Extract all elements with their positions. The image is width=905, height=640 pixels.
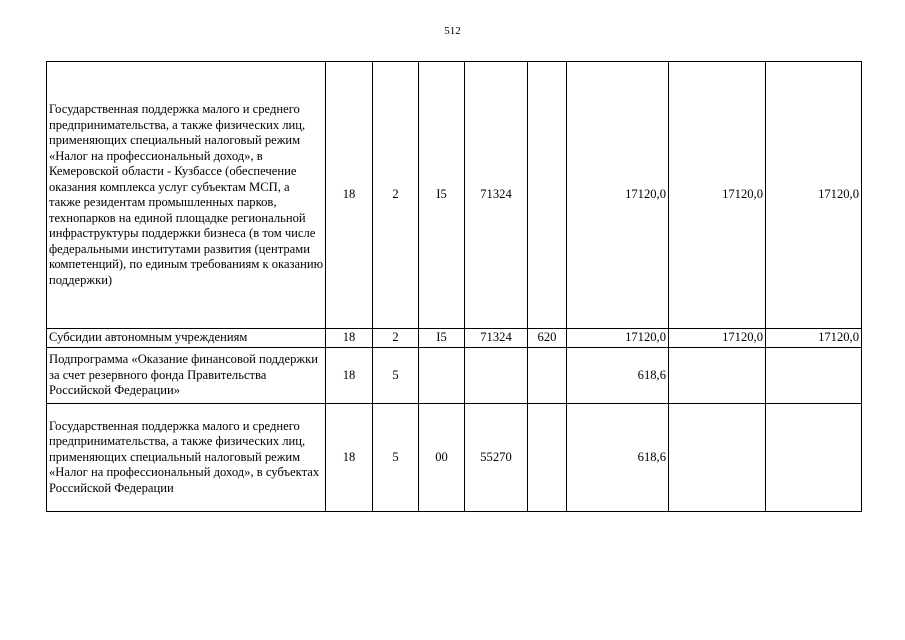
cell-expense-type	[528, 62, 567, 329]
cell-year2	[669, 348, 766, 404]
budget-table	[46, 61, 862, 512]
cell-expense-type: 620	[528, 329, 567, 348]
cell-year2	[669, 404, 766, 512]
cell-year2: 17120,0	[669, 329, 766, 348]
page-number: 512	[444, 25, 461, 37]
cell-year1: 17120,0	[567, 329, 669, 348]
table-row	[47, 404, 862, 512]
cell-direction: 71324	[465, 329, 528, 348]
cell-direction: 55270	[465, 404, 528, 512]
cell-year1: 618,6	[567, 348, 669, 404]
row-name: Субсидии автономным учреждениям	[47, 329, 326, 348]
cell-year1: 17120,0	[567, 62, 669, 329]
cell-om	[419, 348, 465, 404]
cell-gp: 18	[326, 404, 373, 512]
cell-expense-type	[528, 404, 567, 512]
cell-gp: 18	[326, 62, 373, 329]
cell-year1: 618,6	[567, 404, 669, 512]
cell-om: 00	[419, 404, 465, 512]
table-row	[47, 348, 862, 404]
cell-pp: 2	[373, 62, 419, 329]
row-name: Подпрограмма «Оказание финансовой поддержки за счет резервного фонда Правительства Российской Федерации»	[47, 348, 326, 404]
cell-year3	[766, 348, 862, 404]
cell-om: I5	[419, 62, 465, 329]
cell-year3: 17120,0	[766, 62, 862, 329]
cell-om: I5	[419, 329, 465, 348]
cell-gp: 18	[326, 348, 373, 404]
row-name: Государственная поддержка малого и среднего предпринимательства, а также физических лиц, применяющих специальный налоговый режим «Налог на профессиональный доход», в субъектах Российской Федерации	[47, 404, 326, 512]
cell-direction: 71324	[465, 62, 528, 329]
cell-pp: 5	[373, 348, 419, 404]
cell-year2: 17120,0	[669, 62, 766, 329]
cell-year3	[766, 404, 862, 512]
cell-expense-type	[528, 348, 567, 404]
table-row	[47, 62, 862, 329]
cell-pp: 5	[373, 404, 419, 512]
cell-direction	[465, 348, 528, 404]
table-row	[47, 329, 862, 348]
cell-gp: 18	[326, 329, 373, 348]
cell-year3: 17120,0	[766, 329, 862, 348]
cell-pp: 2	[373, 329, 419, 348]
row-name: Государственная поддержка малого и среднего предпринимательства, а также физических лиц, применяющих специальный налоговый режим «Налог на профессиональный доход», в Кемеровской области - Кузбассе (обеспечение оказания комплекса услуг субъектам МСП, а также резидентам промышленных парков, технопарков на единой площадке региональной инфраструктуры поддержки бизнеса (в том числе федеральными институтами развития (центрами компетенций), по единым требованиям к оказанию поддержки)	[47, 62, 326, 329]
